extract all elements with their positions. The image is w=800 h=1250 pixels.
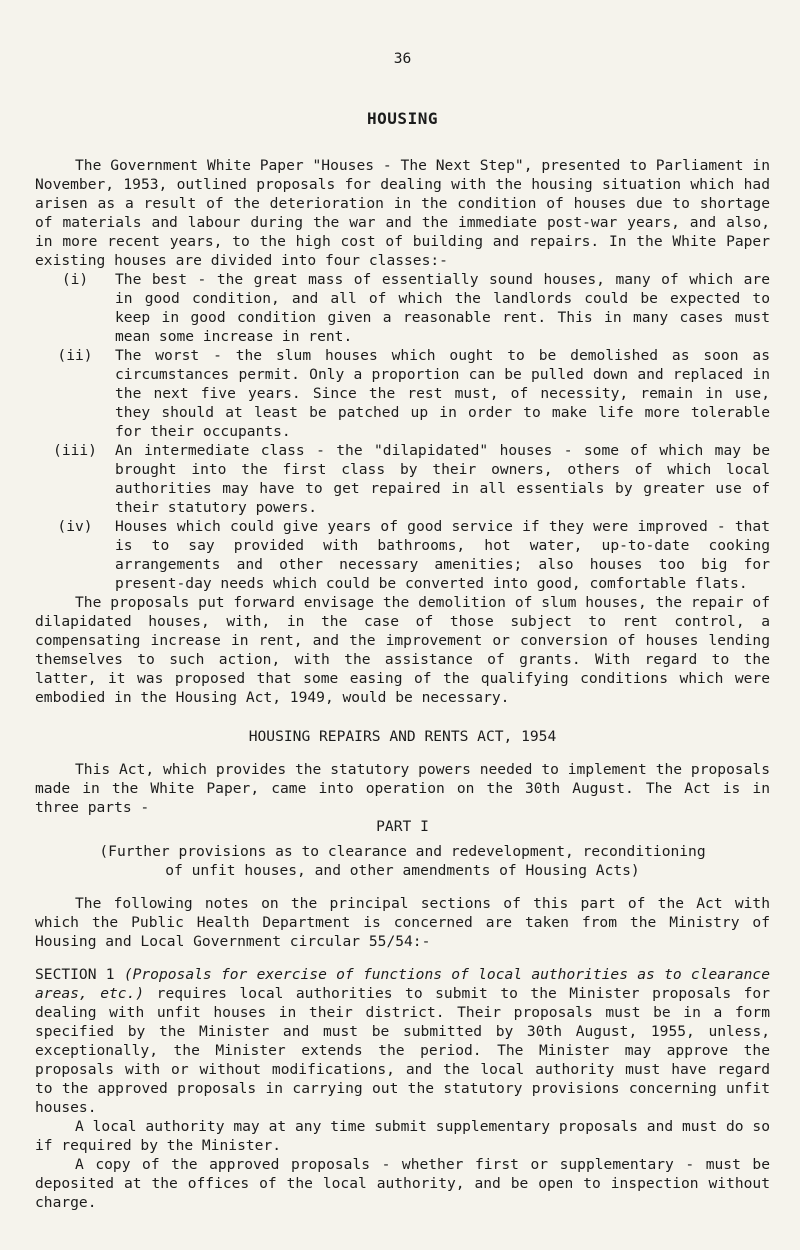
- classes-list: [35, 270, 770, 593]
- page-number: 36: [393, 50, 412, 67]
- list-item-text: The best - the great mass of essentially sound houses, many of which are in good condition, and all of which the landlords could be expected to keep in good condition given a reasonable rent. This in many cases must mean some increase in rent.: [115, 271, 770, 345]
- section-1-label: SECTION 1: [35, 966, 115, 983]
- list-item: [35, 270, 770, 346]
- list-item: [35, 441, 770, 517]
- proposals-paragraph: The proposals put forward envisage the demolition of slum houses, the repair of dilapidated houses, with, in the case of those subject to rent control, a compensating increase in rent, and the improvement or conversion of houses lending themselves to such action, with the assistance of grants. With regard to the latter, it was proposed that some easing of the qualifying conditions which were embodied in the Housing Act, 1949, would be necessary.: [35, 594, 770, 706]
- copy-paragraph: A copy of the approved proposals - whether first or supplementary - must be deposited at the offices of the local authority, and be open to inspection without charge.: [35, 1156, 770, 1211]
- list-item-text: Houses which could give years of good service if they were improved - that is to say provided with bathrooms, hot water, up-to-date cooking arrangements and other necessary amenities; also houses too big for present-day needs which could be converted into good, comfortable flats.: [115, 518, 770, 592]
- list-item-number: (i): [61, 271, 89, 288]
- list-item: [35, 517, 770, 593]
- act-heading: HOUSING REPAIRS AND RENTS ACT, 1954: [248, 728, 557, 745]
- section-1-paragraph: [35, 965, 770, 1117]
- list-item-text: The worst - the slum houses which ought to be demolished as soon as circumstances permit. Only a proportion can be pulled down and replaced in the next five years. Since the rest must, of necessity, remain in use, they should at least be patched up in order to make life more tolerable for their occupants.: [115, 347, 770, 440]
- section-1-text: requires local authorities to submit to the Minister proposals for dealing with unfit houses in their district. Their proposals must be in a form specified by the Minister and must be submitted by 30th August, 1955, unless, exceptionally, the Minister extends the period. The Minister may approve the proposals with or without modifications, and the local authority must have regard to the approved proposals in carrying out the statutory provisions concerning unfit houses.: [35, 985, 771, 1116]
- supplementary-paragraph: A local authority may at any time submit supplementary proposals and must do so if required by the Minister.: [35, 1118, 770, 1154]
- part-subtitle-line-2: of unfit houses, and other amendments of Housing Acts): [165, 862, 640, 879]
- list-item-number: (ii): [57, 347, 93, 364]
- part-subtitle-line-1: (Further provisions as to clearance and redevelopment, reconditioning: [99, 843, 706, 860]
- list-item-text: An intermediate class - the "dilapidated" houses - some of which may be brought into the first class by their owners, others of which local authorities may have to get repaired in all essentials by greater use of their statutory powers.: [115, 442, 770, 516]
- section-1-title: (Proposals for exercise of functions of local authorities as to clearance areas, etc.): [35, 966, 770, 1002]
- notes-paragraph: The following notes on the principal sections of this part of the Act with which the Public Health Department is concerned are taken from the Ministry of Housing and Local Government circular 55/54:-: [35, 895, 770, 950]
- part-heading: PART I: [376, 818, 429, 835]
- page-title: HOUSING: [367, 109, 438, 128]
- list-item: [35, 346, 770, 441]
- list-item-number: (iv): [57, 518, 93, 535]
- intro-paragraph: The Government White Paper "Houses - The Next Step", presented to Parliament in November, 1953, outlined proposals for dealing with the housing situation which had arisen as a result of the deterioration in the condition of houses due to shortage of materials and labour during the war and the immediate post-war years, and also, in more recent years, to the high cost of building and repairs. In the White Paper existing houses are divided into four classes:-: [35, 157, 770, 269]
- act-paragraph: This Act, which provides the statutory powers needed to implement the proposals made in the White Paper, came into operation on the 30th August. The Act is in three parts -: [35, 761, 770, 816]
- list-item-number: (iii): [53, 442, 97, 459]
